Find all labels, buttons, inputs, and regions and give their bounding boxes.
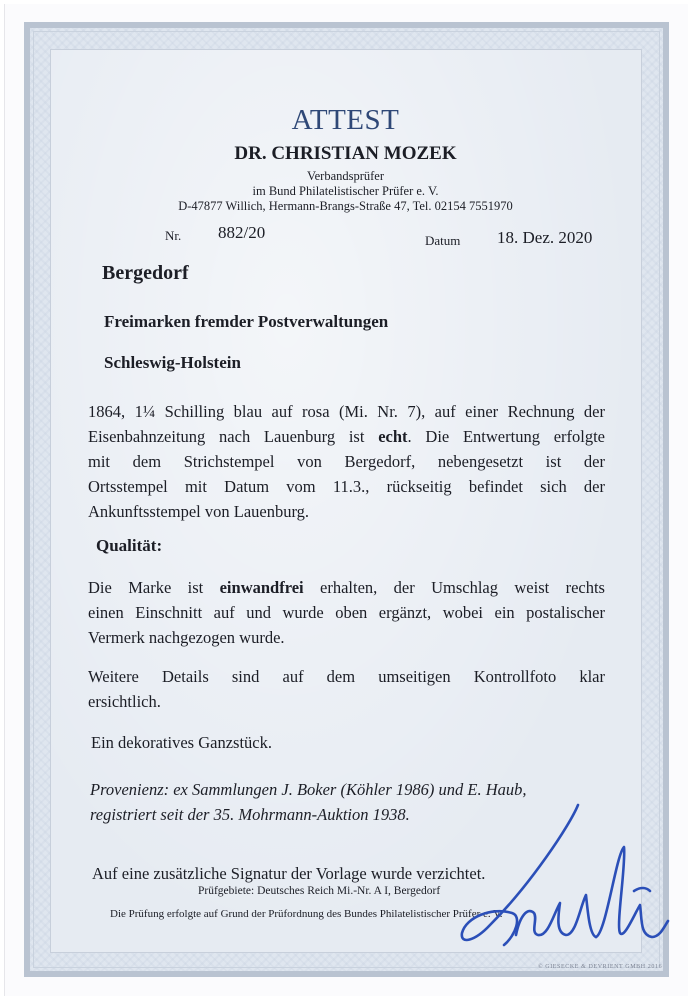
examiner-association: im Bund Philatelistischer Prüfer e. V. (252, 184, 439, 198)
description-line: mit dem Strichstempel von Bergedorf, nebengesetzt ist der (88, 452, 605, 471)
signature-stroke (516, 895, 596, 937)
quality-line: einen Einschnitt auf und wurde oben ergänzt, wobei ein postalischer (88, 603, 605, 622)
examiner-name: DR. CHRISTIAN MOZEK (234, 143, 457, 164)
details-paragraph (88, 664, 605, 714)
signature-stroke (634, 888, 650, 891)
heading-territory: Bergedorf (102, 262, 189, 284)
quality-verdict: einwandfrei (219, 578, 304, 597)
printer-imprint: © GIESECKE & DEVRIENT GMBH 2016 (538, 964, 663, 970)
description-line: 1864, 1¼ Schilling blau auf rosa (Mi. Nr. 7), auf einer Rechnung der (88, 402, 605, 421)
quality-line: Die Marke ist einwandfrei erhalten, der Umschlag weist rechts (88, 578, 605, 597)
certificate-title: ATTEST (291, 104, 400, 136)
provenance-line: Provenienz: ex Sammlungen J. Boker (Köhler 1986) und E. Haub, (90, 780, 527, 799)
quality-heading: Qualität: (96, 536, 163, 555)
signature-note: Auf eine zusätzliche Signatur der Vorlage wurde verzichtet. (92, 864, 486, 883)
certificate-number-label: Nr. (165, 228, 182, 243)
quality-paragraph (88, 575, 605, 650)
description-line: Ortsstempel mit Datum vom 11.3., rückseitig befindet sich der (88, 477, 605, 496)
description-paragraph (88, 399, 605, 524)
decorative-note: Ein dekoratives Ganzstück. (91, 733, 272, 752)
genuine-verdict: echt (378, 427, 408, 446)
details-line: Weitere Details sind auf dem umseitigen Kontrollfoto klar (88, 667, 605, 686)
examiner-address: D-47877 Willich, Hermann-Brangs-Straße 47, Tel. 02154 7551970 (178, 199, 513, 213)
examiner-role: Verbandsprüfer (306, 169, 385, 183)
description-line: Eisenbahnzeitung nach Lauenburg ist echt. Die Entwertung erfolgte (88, 427, 606, 446)
certificate-number: 882/20 (218, 223, 266, 242)
certificate-date: 18. Dez. 2020 (497, 228, 593, 247)
handwritten-signature (420, 795, 670, 970)
date-label: Datum (425, 233, 461, 248)
signature-stroke (596, 847, 668, 937)
details-line: ersichtlich. (88, 692, 161, 711)
quality-line: Vermerk nachgezogen wurde. (88, 628, 285, 647)
heading-category: Freimarken fremder Postverwaltungen (104, 312, 389, 331)
examination-rules: Die Prüfung erfolgte auf Grund der Prüfordnung des Bundes Philatelistischer Prüfer e. V. (110, 908, 503, 920)
description-line: Ankunftsstempel von Lauenburg. (88, 502, 310, 521)
heading-issuer: Schleswig-Holstein (104, 353, 241, 372)
examination-area: Prüfgebiete: Deutsches Reich Mi.-Nr. A I, Bergedorf (198, 885, 441, 897)
provenance-line: registriert seit der 35. Mohrmann-Auktion 1938. (90, 805, 410, 824)
